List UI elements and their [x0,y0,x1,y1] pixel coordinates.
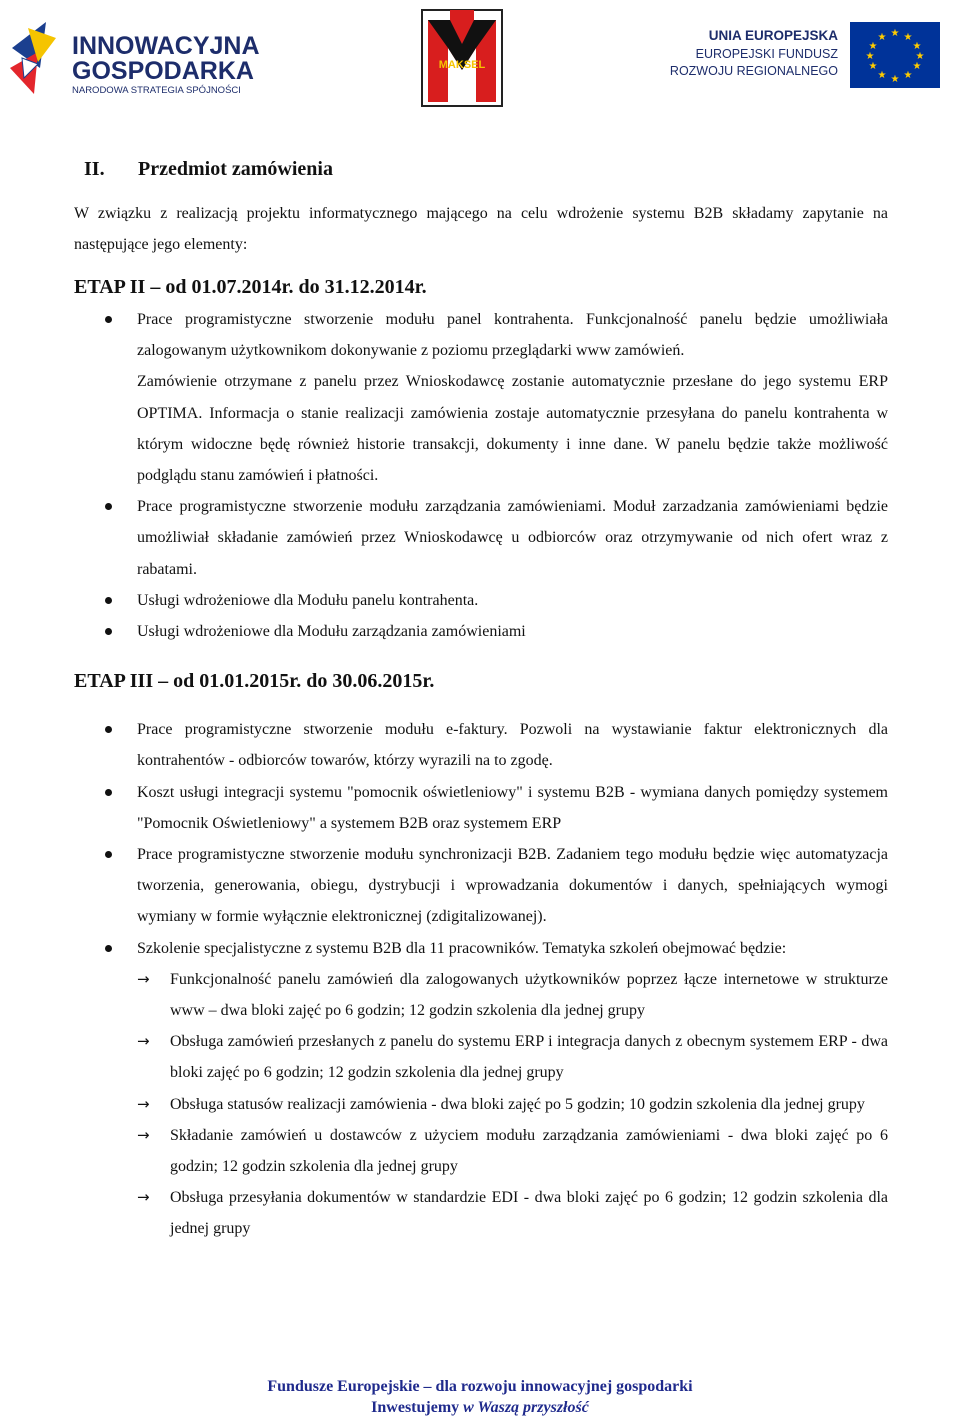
svg-text:★: ★ [890,74,900,85]
list-item: Prace programistyczne stworzenie modułu synchronizacji B2B. Zadaniem tego modułu będzie więc automatyzacja tworzenia, generowania, obiegu, dystrybucji i wprowadzania dokumentów i danych, spełniających wymogi wymiany w formie wyłącznie elektronicznej (zdigitalizowanej). [74,839,888,933]
arrow-right-icon: → [137,1032,150,1051]
svg-text:★: ★ [890,28,900,39]
list-item: Zamówienie otrzymane z panelu przez Wnioskodawcę zostanie automatycznie przesłane do jego systemu ERP OPTIMA. Informacja o stanie realizacji zamówienia zostaje automatycznie przesyłana do panelu kontrahenta w którym widoczne będę również historie transakcji, dokumenty i inne dane. W panelu będzie także możliwość podglądu stanu zamówień i płatności. [137,373,888,485]
list-item: Szkolenie specjalistyczne z systemu B2B dla 11 pracowników. Tematyka szkoleń obejmować będzie: [74,933,888,964]
list-item: Usługi wdrożeniowe dla Modułu panelu kontrahenta. [74,585,888,616]
arrow-right-icon: → [137,969,150,988]
document-body [74,158,888,1245]
svg-text:UNIA EUROPEJSKA: UNIA EUROPEJSKA [708,28,838,43]
footer-line-1: Fundusze Europejskie – dla rozwoju innowacyjnej gospodarki [267,1378,693,1395]
training-topic-text: Funkcjonalność panelu zamówień dla zalogowanych użytkowników poprzez łącze internetowe w strukturze www – dwa bloki zajęć po 6 godzin; 12 godzin szkolenia dla jednej grupy [170,970,888,1020]
list-item: Prace programistyczne stworzenie modułu zarządzania zamówieniami. Moduł zarzadzania zamówieniami będzie umożliwiał składanie zamówień przez Wnioskodawcę u odbiorców oraz otrzymywanie od nich ofert wraz z rabatami. [74,491,888,585]
stage-2-heading: ETAP II – od 01.07.2014r. do 31.12.2014r. [74,276,427,298]
svg-text:★: ★ [903,32,913,43]
training-topics-list [74,964,888,1245]
arrow-right-icon: → [137,1188,150,1207]
section-number: II. [84,158,105,180]
page-footer [0,1376,960,1418]
list-item: Prace programistyczne stworzenie modułu panel kontrahenta. Funkcjonalność panelu będzie umożliwiała zalogowanym użytkownikom dokonywanie z poziomu przeglądarki www zamówień. [74,304,888,366]
stage-2-list [74,304,888,647]
training-topic [74,1089,888,1120]
svg-text:★: ★ [903,70,913,81]
training-topic-text: Obsługa statusów realizacji zamówienia - dwa bloki zajęć po 5 godzin; 10 godzin szkolenia dla jednej grupy [170,1095,865,1113]
training-topic-text: Obsługa zamówień przesłanych z panelu do systemu ERP i integracja danych z obecnym systemem ERP - dwa bloki zajęć po 6 godzin; 12 godzin szkolenia dla jednej grupy [170,1033,888,1082]
svg-text:GOSPODARKA: GOSPODARKA [72,57,254,85]
stage-3-heading: ETAP III – od 01.01.2015r. do 30.06.2015r. [74,670,435,693]
svg-text:★: ★ [877,70,887,81]
eu-regional-fund-logo [669,22,942,90]
svg-text:★: ★ [915,51,925,62]
svg-text:INNOWACYJNA: INNOWACYJNA [72,32,260,60]
svg-text:MAKSEL: MAKSEL [438,59,486,71]
intro-paragraph: W związku z realizacją projektu informatycznego mającego na celu wdrożenie systemu B2B składamy zapytanie na następujące jego elementy: [74,205,888,253]
maksel-logo [420,8,504,108]
svg-text:★: ★ [868,41,878,52]
training-topic [74,964,888,1026]
svg-text:★: ★ [912,61,922,72]
arrow-right-icon: → [137,1125,150,1144]
training-topic [74,1182,888,1244]
training-topic-text: Obsługa przesyłania dokumentów w standardzie EDI - dwa bloki zajęć po 6 godzin; 12 godzin szkolenia dla jednej grupy [170,1189,888,1238]
page-header [0,0,960,120]
stage-3-list [74,714,888,964]
footer-line-2 [0,1397,960,1418]
svg-text:ROZWOJU REGIONALNEGO: ROZWOJU REGIONALNEGO [669,64,838,78]
list-item: Prace programistyczne stworzenie modułu e-faktury. Pozwoli na wystawianie faktur elektronicznych dla kontrahentów - odbiorców towarów, którzy wyrazili na to zgodę. [74,714,888,776]
innowacyjna-gospodarka-logo [8,18,258,100]
section-title: Przedmiot zamówienia [138,158,333,180]
training-topic [74,1026,888,1088]
footer-line-2-a: Inwestujemy [371,1399,460,1416]
svg-text:★: ★ [912,41,922,52]
svg-text:NARODOWA STRATEGIA SPÓJNOŚCI: NARODOWA STRATEGIA SPÓJNOŚCI [72,85,241,96]
training-topic-text: Składanie zamówień u dostawców z użyciem modułu zarządzania zamówieniami - dwa bloki zajęć po 6 godzin; 12 godzin szkolenia dla jednej grupy [170,1126,888,1176]
section-heading [84,158,888,181]
list-item: Usługi wdrożeniowe dla Modułu zarządzania zamówieniami [74,616,888,647]
svg-text:★: ★ [868,61,878,72]
training-topic [74,1120,888,1182]
svg-text:★: ★ [877,32,887,43]
arrow-right-icon: → [137,1094,150,1113]
svg-text:★: ★ [865,51,875,62]
svg-text:EUROPEJSKI FUNDUSZ: EUROPEJSKI FUNDUSZ [695,47,838,61]
footer-line-2-b: w Waszą przyszłość [463,1399,589,1416]
list-item: Koszt usługi integracji systemu "pomocnik oświetleniowy" i systemu B2B - wymiana danych pomiędzy systemem "Pomocnik Oświetleniowy" a systemem B2B oraz systemem ERP [74,777,888,839]
